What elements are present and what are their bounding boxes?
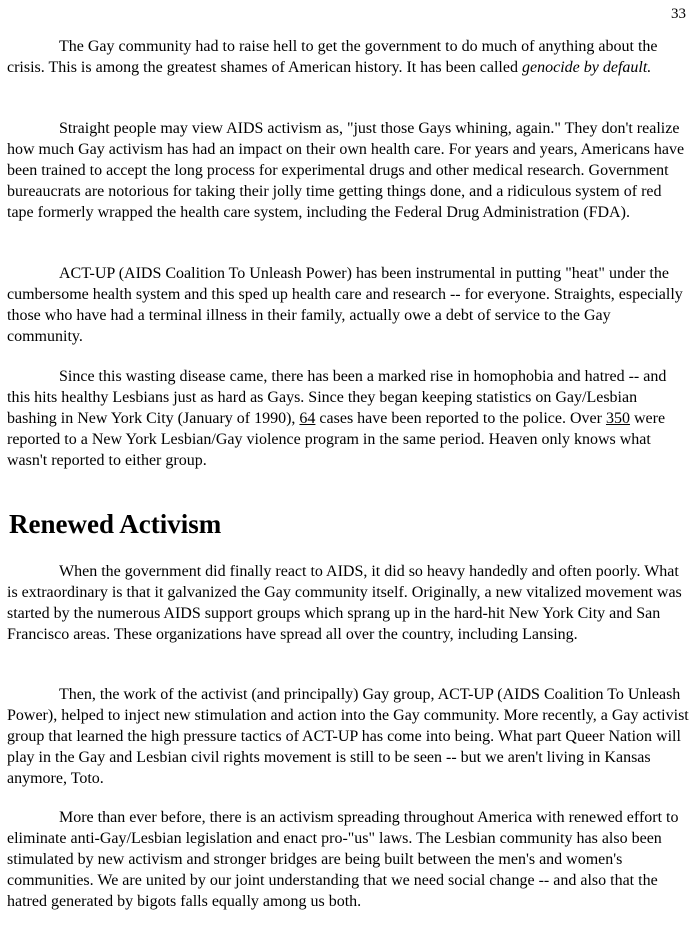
paragraph-3: ACT-UP (AIDS Coalition To Unleash Power) has been instrumental in putting "heat" under the cumbersome health system and this sped up health care and research -- for everyone. Straights, especially those who have had a terminal illness in their family, actually owe a debt of service to the Gay community.: [7, 265, 683, 345]
bashing-count-police: 64: [299, 410, 316, 427]
paragraph-4: [7, 366, 689, 471]
section-paragraph-1: When the government did finally react to AIDS, it did so heavy handedly and often poorly. What is extraordinary is that it galvanized the Gay community itself. Originally, a new vitalized movement was started by the numerous AIDS support groups which sprang up in the hard-hit New York City and San Francisco areas. These organizations have spread all over the country, including Lansing.: [7, 563, 682, 643]
paragraph-4-text-b: cases have been reported to the police. Over: [315, 410, 606, 427]
paragraph-4-text-a: Since this wasting disease came, there has been a marked rise in homophobia and hatred -- and this hits healthy Lesbians just as hard as Gays. Since they began keeping statistics on Gay/Lesbian bashing in New York City (January of 1990),: [7, 368, 667, 427]
page-number: 33: [671, 6, 686, 22]
paragraph-1: [7, 36, 689, 78]
section-paragraph-2: Then, the work of the activist (and principally) Gay group, ACT-UP (AIDS Coalition To Unleash Power), helped to inject new stimulation and action into the Gay community. More recently, a Gay activist group that learned the high pressure tactics of ACT-UP has come into being. What part Queer Nation will play in the Gay and Lesbian civil rights movement is still to be seen -- but we aren't living in Kansas anymore, Toto.: [7, 686, 689, 787]
paragraph-2: Straight people may view AIDS activism as, "just those Gays whining, again." They don't realize how much Gay activism has had an impact on their own health care. For years and years, Americans have been trained to accept the long process for experimental drugs and other medical research. Government bureaucrats are notorious for taking their jolly time getting things done, and a ridiculous system of red tape formerly wrapped the health care system, including the Federal Drug Administration (FDA).: [7, 120, 685, 221]
bashing-count-program: 350: [605, 410, 630, 427]
section-heading: Renewed Activism: [9, 509, 222, 539]
paragraph-1-emphasis: genocide by default.: [521, 59, 652, 76]
paragraph-1-text: The Gay community had to raise hell to get the government to do much of anything about the crisis. This is among the greatest shames of American history. It has been called: [7, 38, 658, 76]
paragraph-4-text-c: were reported to a New York Lesbian/Gay violence program in the same period. Heaven only knows what wasn't reported to either group.: [7, 410, 666, 469]
section-paragraph-3: More than ever before, there is an activism spreading throughout America with renewed effort to eliminate anti-Gay/Lesbian legislation and enact pro-"us" laws. The Lesbian community has also been stimulated by new activism and stronger bridges are being built between the men's and women's communities. We are united by our joint understanding that we need social change -- and also that the hatred generated by bigots falls equally among us both.: [7, 809, 679, 910]
